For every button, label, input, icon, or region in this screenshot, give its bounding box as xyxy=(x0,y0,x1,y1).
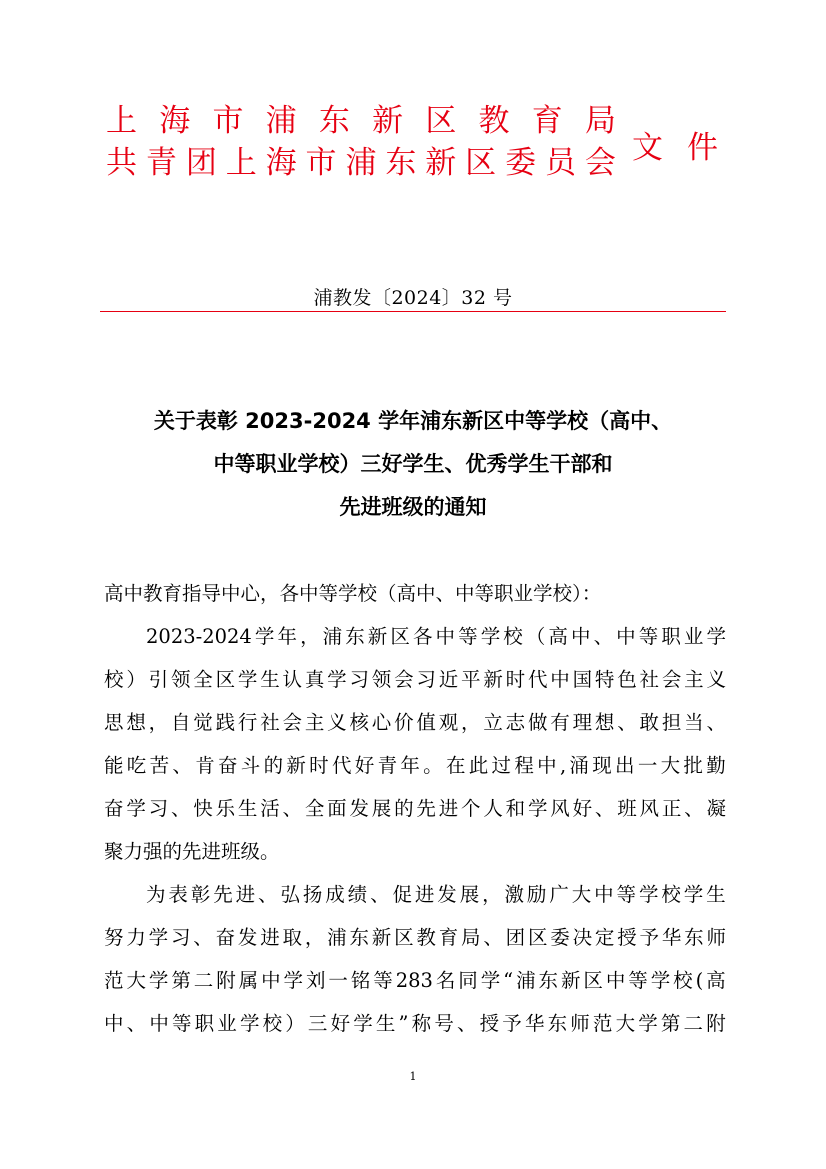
paragraph-1-line: 思 想 ， 自 觉 践 行 社 会 主 义 核 心 价 值 观 ， 立 志 做 有 理 想 、 敢 担 当 、 xyxy=(104,711,726,734)
notice-body xyxy=(104,572,726,1045)
paragraph-2-line: 为 表 彰 先 进 、 弘 扬 成 绩 、 促 进 发 展 ， 激 励 广 大 中 等 学 校 学 生 xyxy=(146,883,726,906)
title-line: 中等职业学校）三好学生、优秀学生干部和 xyxy=(213,452,613,476)
paragraph-1-line: 聚力强的先进班级。 xyxy=(104,840,280,863)
document-word: 文件 xyxy=(632,130,742,166)
title-line: 先进班级的通知 xyxy=(339,495,487,519)
paragraph-2-line: 范 大 学 第 二 附 属 中 学 刘 一 铭 等 283 名 同 学 “ 浦 东 新 区 中 等 学 校 ( 高 xyxy=(104,969,726,992)
title-line: 关于表彰 2023-2024 学年浦东新区中等学校（高中、 xyxy=(153,409,673,433)
document-header xyxy=(106,100,746,190)
page-number: 1 xyxy=(409,1070,417,1083)
red-separator-line xyxy=(100,311,726,312)
document-number: 浦教发〔2024〕32 号 xyxy=(313,287,513,309)
paragraph-1-line: 校 ） 引 领 全 区 学 生 认 真 学 习 领 会 习 近 平 新 时 代 中 国 特 色 社 会 主 义 xyxy=(104,668,726,691)
paragraph-1-line: 能 吃 苦 、 肯 奋 斗 的 新 时 代 好 青 年 。 在 此 过 程 中 , 涌 现 出 一 大 批 勤 xyxy=(104,754,726,777)
paragraph-1-line: 2023-2024 学 年 ， 浦 东 新 区 各 中 等 学 校 （ 高 中 、 中 等 职 业 学 xyxy=(146,625,726,648)
paragraph-2-line: 努 力 学 习 、 奋 发 进 取 ， 浦 东 新 区 教 育 局 、 团 区 委 决 定 授 予 华 东 师 xyxy=(104,926,726,949)
paragraph-2-line: 中 、 中 等 职 业 学 校 ） 三 好 学 生 ” 称 号 、 授 予 华 东 师 范 大 学 第 二 附 xyxy=(104,1012,726,1035)
issuing-authorities xyxy=(106,100,626,184)
paragraph-1-line: 奋 学 习 、 快 乐 生 活 、 全 面 发 展 的 先 进 个 人 和 学 风 好 、 班 风 正 、 凝 xyxy=(104,797,726,820)
issuer-education-bureau: 上 海 市 浦 东 新 区 教 育 局 xyxy=(106,103,616,139)
issuer-youth-league: 共 青 团 上 海 市 浦 东 新 区 委 员 会 xyxy=(106,145,616,181)
notice-title xyxy=(0,400,826,529)
salutation: 高中教育指导中心，各中等学校（高中、中等职业学校）： xyxy=(104,582,602,605)
